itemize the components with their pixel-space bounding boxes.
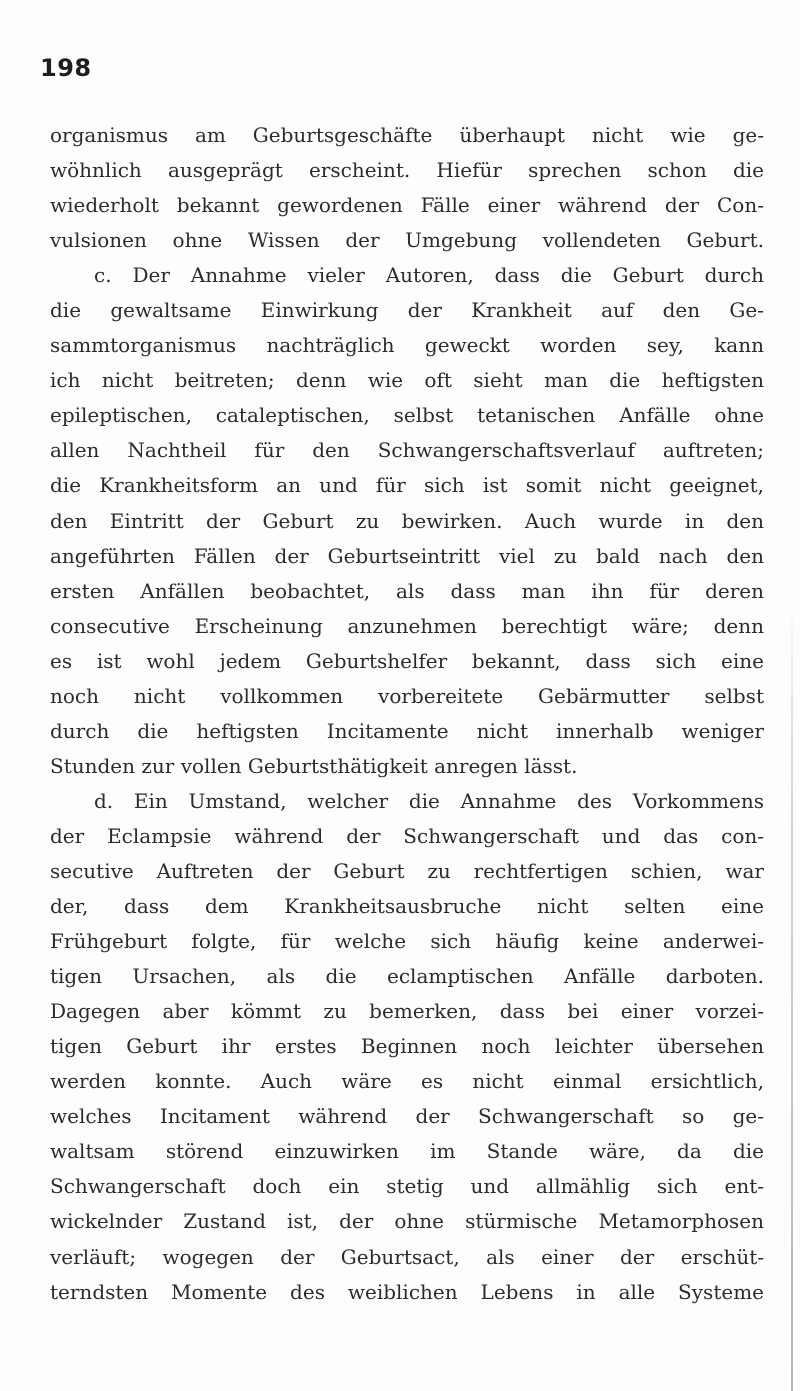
text-line: tigen Ursachen, als die eclamptischen Anfälle darboten.: [50, 964, 764, 989]
text-line: allen Nachtheil für den Schwangerschaftsverlauf auftreten;: [50, 438, 764, 463]
text-line: consecutive Erscheinung anzunehmen berechtigt wäre; denn: [50, 613, 764, 638]
page-number: 198: [40, 54, 92, 82]
text-line: terndsten Momente des weiblichen Lebens in alle Systeme: [50, 1279, 764, 1304]
text-line: sammtorganismus nachträglich geweckt worden sey, kann: [50, 333, 764, 358]
text-line: c. Der Annahme vieler Autoren, dass die Geburt durch: [94, 263, 764, 288]
text-line: wickelnder Zustand ist, der ohne stürmische Metamorphosen: [50, 1209, 764, 1234]
text-line: Schwangerschaft doch ein stetig und allmählig sich ent-: [50, 1174, 764, 1199]
text-line: den Eintritt der Geburt zu bewirken. Auch wurde in den: [50, 508, 764, 533]
text-line: epileptischen, cataleptischen, selbst tetanischen Anfälle ohne: [50, 403, 764, 428]
text-line: vulsionen ohne Wissen der Umgebung vollendeten Geburt.: [50, 228, 764, 253]
text-line: werden konnte. Auch wäre es nicht einmal ersichtlich,: [50, 1069, 764, 1094]
text-line: secutive Auftreten der Geburt zu rechtfertigen schien, war: [50, 858, 764, 883]
text-line: ersten Anfällen beobachtet, als dass man ihn für deren: [50, 578, 764, 603]
text-line: der Eclampsie während der Schwangerschaft und das con-: [50, 823, 764, 848]
text-line: welches Incitament während der Schwangerschaft so ge-: [50, 1104, 764, 1129]
text-line: wiederholt bekannt gewordenen Fälle einer während der Con-: [50, 193, 764, 218]
text-line: tigen Geburt ihr erstes Beginnen noch leichter übersehen: [50, 1034, 764, 1059]
text-line: die Krankheitsform an und für sich ist somit nicht geeignet,: [50, 473, 764, 498]
text-line: organismus am Geburtsgeschäfte überhaupt nicht wie ge-: [50, 123, 764, 147]
text-line: es ist wohl jedem Geburtshelfer bekannt, dass sich eine: [50, 648, 764, 673]
text-line: waltsam störend einzuwirken im Stande wäre, da die: [50, 1139, 764, 1164]
text-line: Frühgeburt folgte, für welche sich häufig keine anderwei-: [50, 929, 764, 954]
text-line: verläuft; wogegen der Geburtsact, als einer der erschüt-: [50, 1244, 764, 1269]
text-line: d. Ein Umstand, welcher die Annahme des Vorkommens: [94, 788, 764, 813]
body-text: [50, 118, 764, 1310]
text-line: der, dass dem Krankheitsausbruche nicht selten eine: [50, 894, 764, 919]
text-line: durch die heftigsten Incitamente nicht innerhalb weniger: [50, 718, 764, 743]
page-edge-shadow: [791, 600, 793, 1391]
text-line: Stunden zur vollen Geburtsthätigkeit anregen lässt.: [50, 753, 578, 778]
text-line: noch nicht vollkommen vorbereitete Gebärmutter selbst: [50, 683, 764, 708]
text-line: Dagegen aber kömmt zu bemerken, dass bei einer vorzei-: [50, 999, 764, 1024]
text-line: angeführten Fällen der Geburtseintritt viel zu bald nach den: [50, 543, 764, 568]
text-line: wöhnlich ausgeprägt erscheint. Hiefür sprechen schon die: [50, 158, 764, 183]
text-line: ich nicht beitreten; denn wie oft sieht man die heftigsten: [50, 368, 764, 393]
text-line: die gewaltsame Einwirkung der Krankheit auf den Ge-: [50, 298, 764, 323]
